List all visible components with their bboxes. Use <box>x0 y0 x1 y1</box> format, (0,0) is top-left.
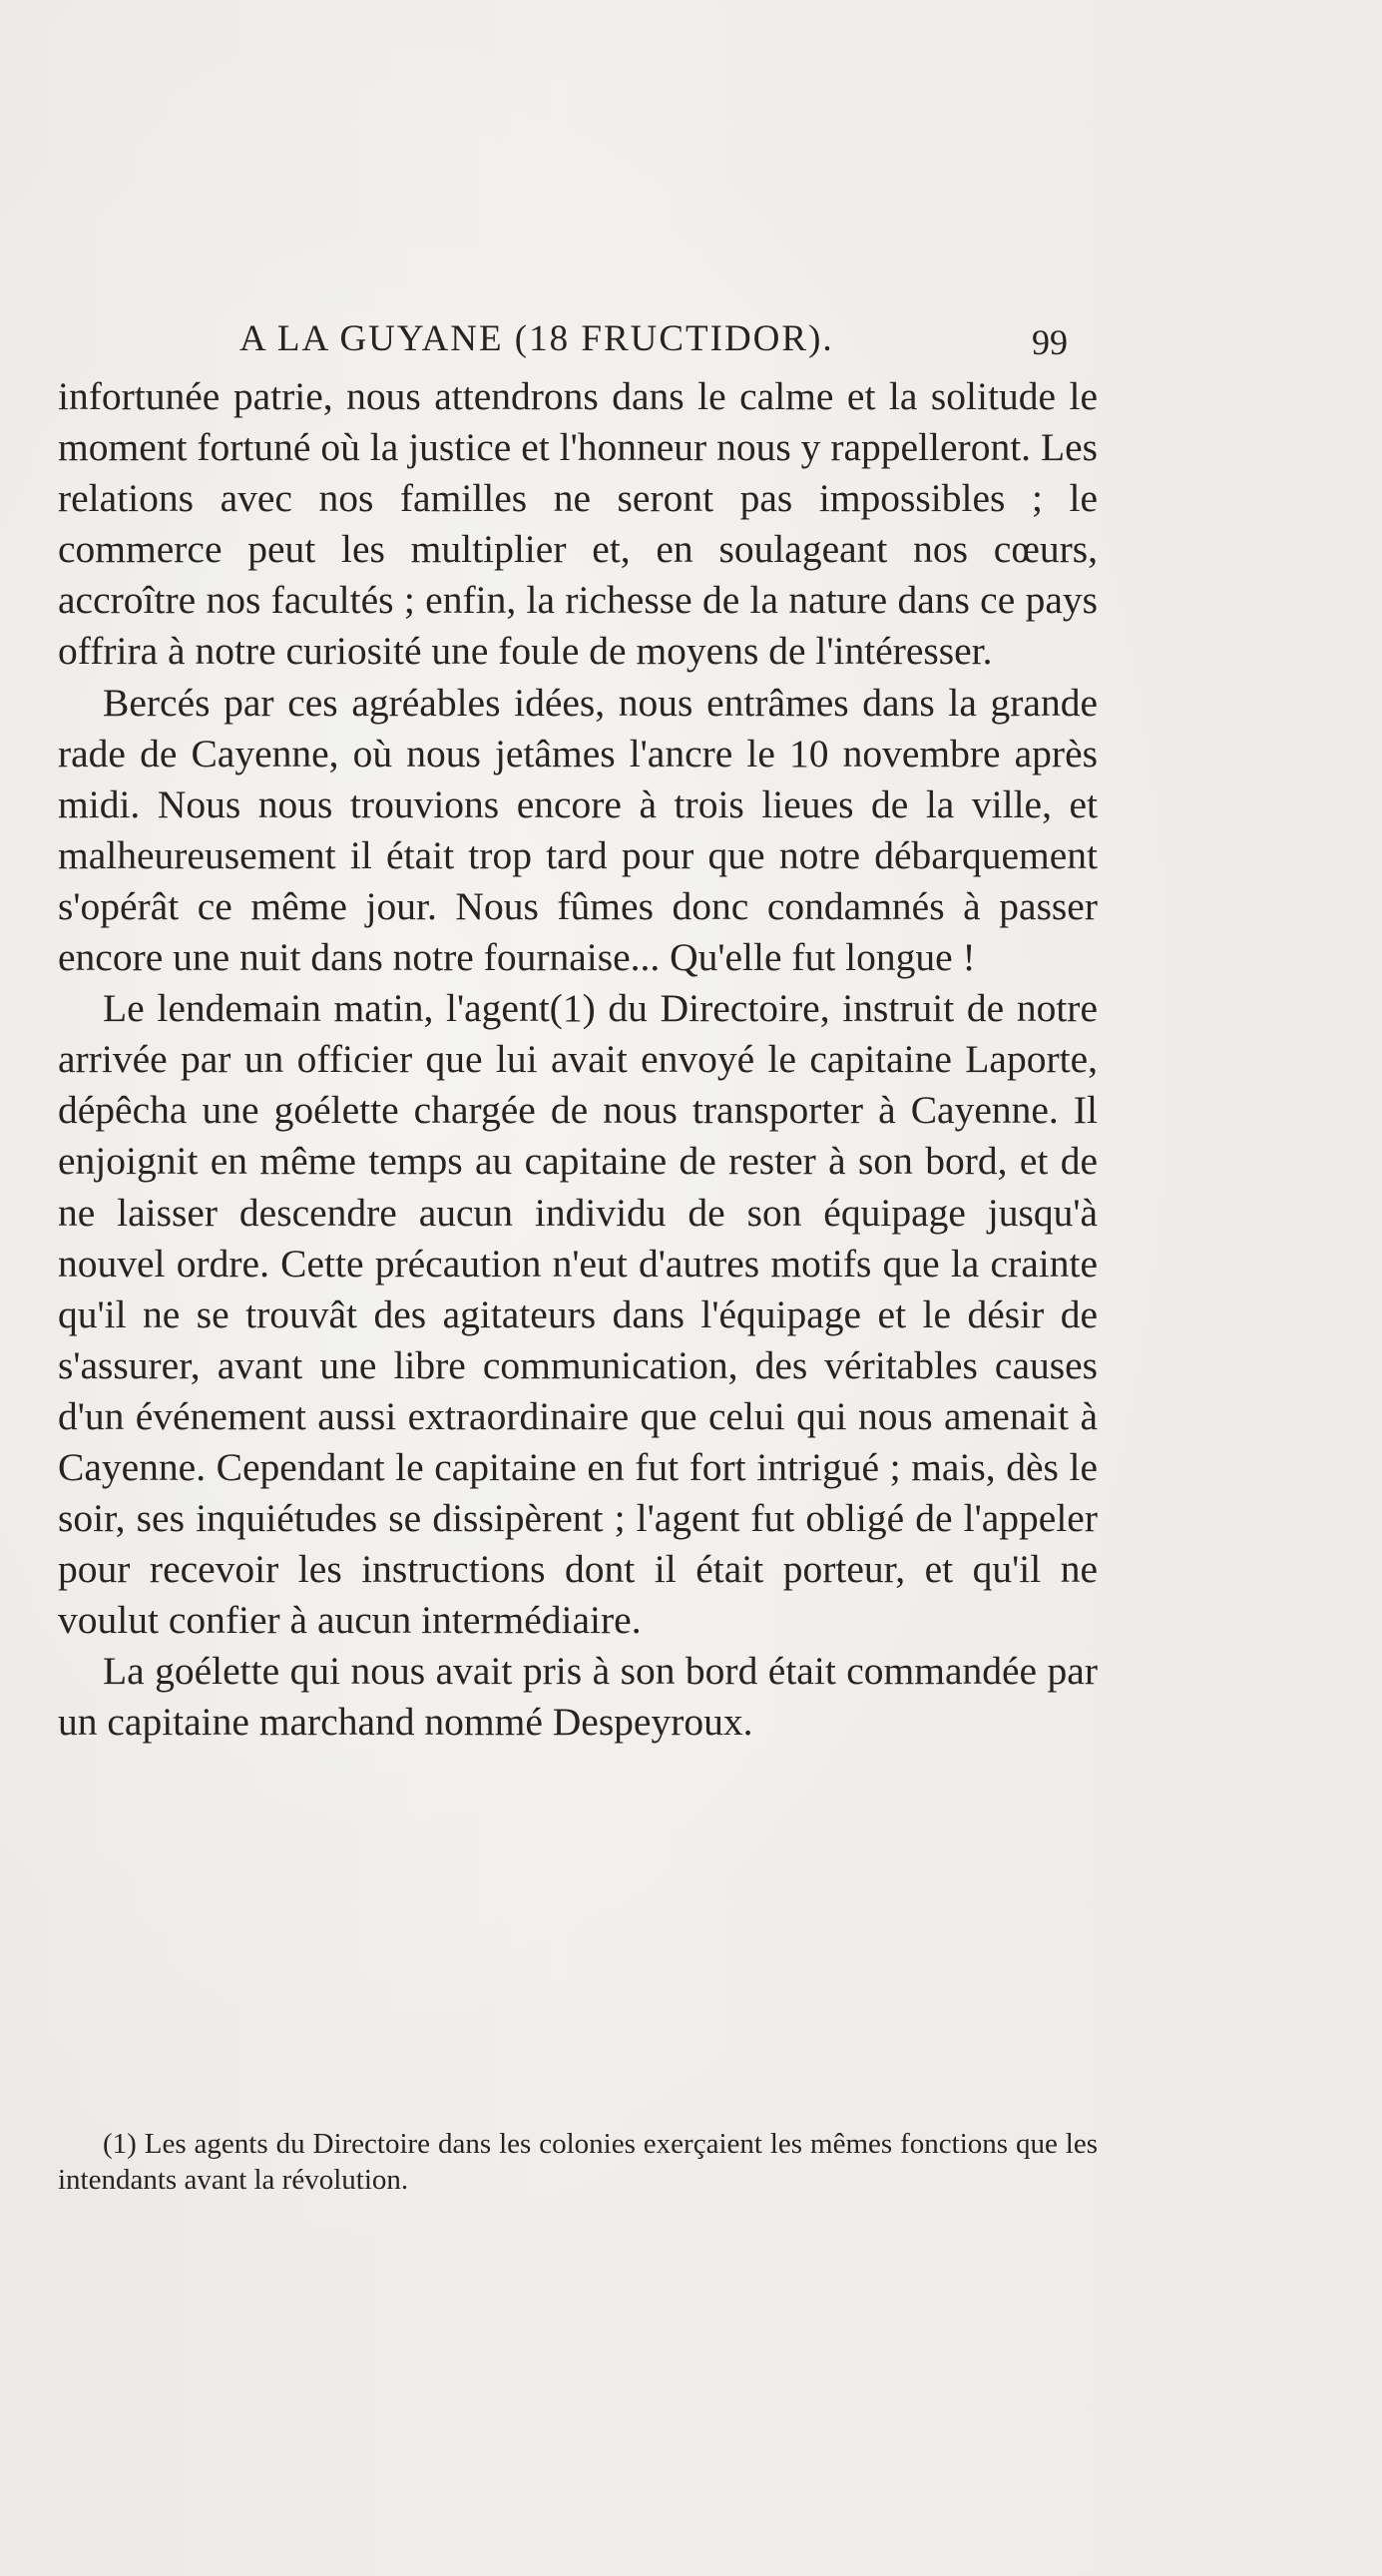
paragraph-3: Le lendemain matin, l'agent(1) du Directoire, instruit de notre arrivée par un officier que lui avait envoyé le capitaine Laporte, dépêcha une goélette chargée de nous transporter à Cayenne. Il enjoignit en même temps au capitaine de rester à son bord, et de ne laisser descendre aucun individu de son équipage jusqu'à nouvel ordre. Cette précaution n'eut d'autres motifs que la crainte qu'il ne se trouvât des agitateurs dans l'équipage et le désir de s'assurer, avant une libre communication, des véritables causes d'un événement aussi extraordinaire que celui qui nous amenait à Cayenne. Cependant le capitaine en fut fort intrigué ; mais, dès le soir, ses inquiétudes se dissipèrent ; l'agent fut obligé de l'appeler pour recevoir les instructions dont il était porteur, et qu'il ne voulut confier à aucun intermédiaire. <box>58 986 1098 1643</box>
paragraph-4: La goélette qui nous avait pris à son bord était commandée par un capitaine marchand nommé Despeyroux. <box>58 1649 1098 1745</box>
page-number: 99 <box>1032 322 1068 362</box>
paragraph-1: infortunée patrie, nous attendrons dans le calme et la solitude le moment fortuné où la justice et l'honneur nous y rappelleront. Les relations avec nos familles ne seront pas impossibles ; le commerce peut les multiplier et, en soulageant nos cœurs, accroître nos facultés ; enfin, la richesse de la nature dans ce pays offrira à notre curiosité une foule de moyens de l'intéresser. <box>58 374 1098 674</box>
footnote-text: (1) Les agents du Directoire dans les colonies exerçaient les mêmes fonctions que les intendants avant la révolution. <box>58 2128 1098 2196</box>
page-header <box>239 317 1068 367</box>
footnote <box>58 2126 1098 2198</box>
body-text <box>58 371 1098 1749</box>
paragraph-2: Bercés par ces agréables idées, nous entrâmes dans la grande rade de Cayenne, où nous jetâmes l'ancre le 10 novembre après midi. Nous nous trouvions encore à trois lieues de la ville, et malheureusement il était trop tard pour que notre débarquement s'opérât ce même jour. Nous fûmes donc condamnés à passer encore une nuit dans notre fournaise... Qu'elle fut longue ! <box>58 680 1098 980</box>
running-head: A LA GUYANE (18 FRUCTIDOR). <box>239 318 834 359</box>
